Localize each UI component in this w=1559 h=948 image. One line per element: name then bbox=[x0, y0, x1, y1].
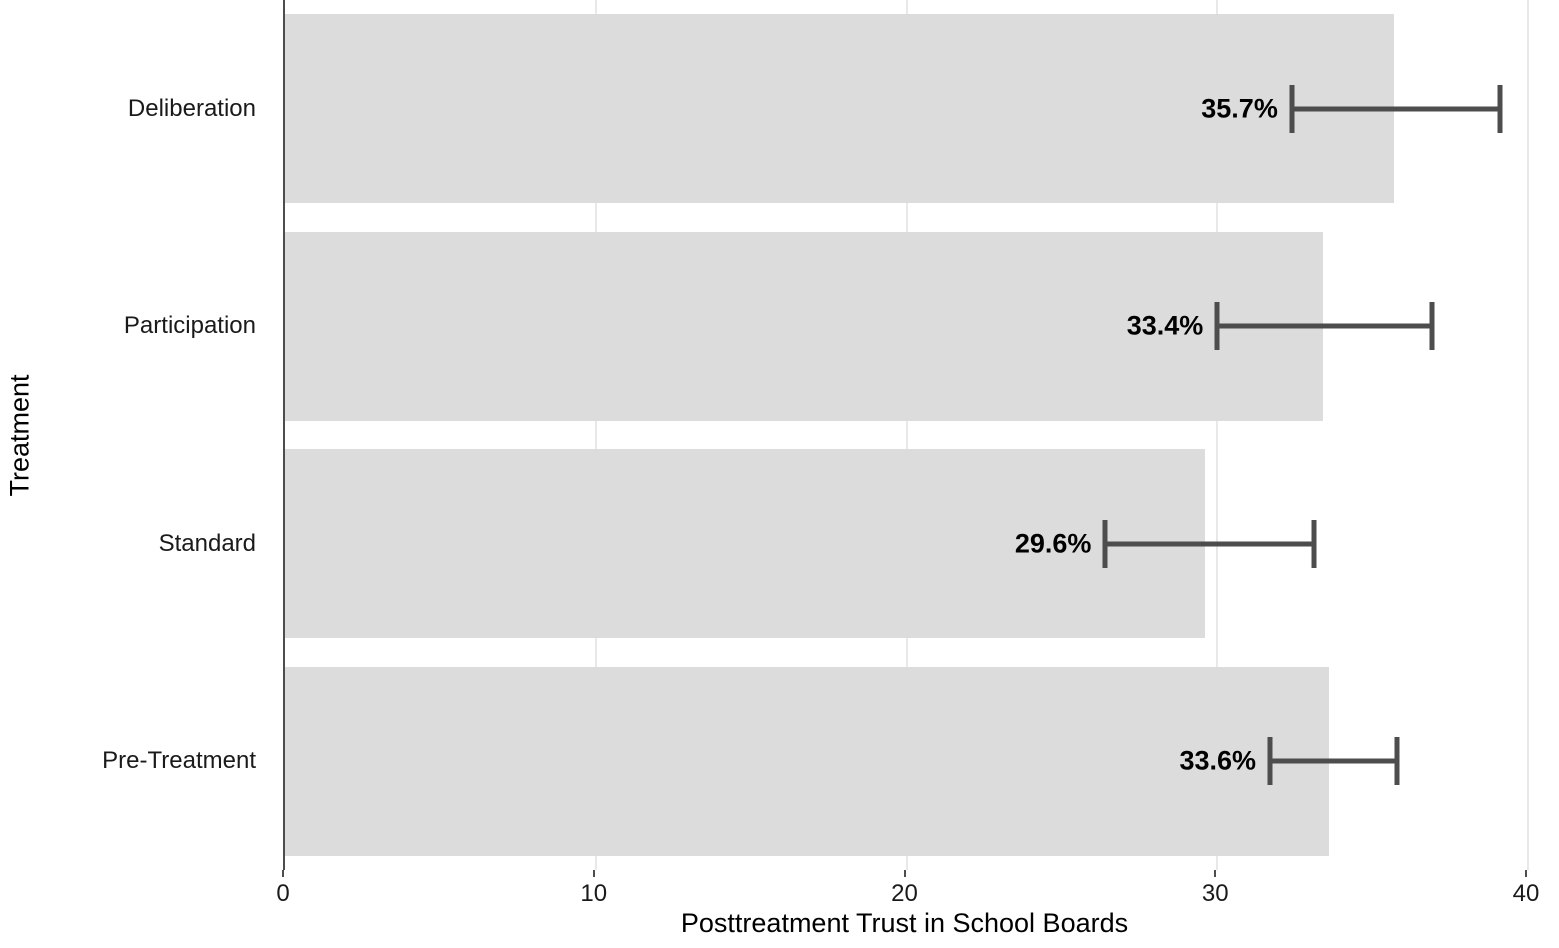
bar bbox=[285, 667, 1329, 856]
x-tick-mark-40 bbox=[1525, 870, 1527, 877]
x-axis-title: Posttreatment Trust in School Boards bbox=[680, 908, 1129, 938]
bar-value-label: 35.7% bbox=[1201, 93, 1278, 124]
errorbar-cap-upper bbox=[1498, 85, 1503, 133]
errorbar-line bbox=[1292, 106, 1500, 111]
bar-value-label: 33.4% bbox=[1126, 310, 1204, 341]
y-tick-label-deliberation: Deliberation bbox=[127, 94, 256, 122]
errorbar-line bbox=[1270, 759, 1397, 764]
plot-panel bbox=[283, 0, 1528, 870]
x-tick-label-30: 30 bbox=[1201, 880, 1229, 907]
y-tick-label-standard: Standard bbox=[158, 529, 256, 557]
x-tick-label-20: 20 bbox=[891, 880, 918, 907]
y-tick-label-participation: Participation bbox=[123, 312, 256, 340]
errorbar-cap-upper bbox=[1429, 302, 1434, 350]
x-tick-label-40: 40 bbox=[1512, 880, 1540, 907]
gridline-x-40 bbox=[1527, 0, 1529, 870]
y-axis-title-text: Treatment bbox=[4, 373, 35, 497]
x-tick-label-0: 0 bbox=[276, 880, 290, 907]
y-tick-label-pre-treatment: Pre-Treatment bbox=[102, 747, 256, 775]
x-tick-mark-30 bbox=[1214, 870, 1216, 877]
y-axis-tick-labels bbox=[40, 0, 268, 870]
bar-value-label: 29.6% bbox=[1014, 528, 1092, 559]
x-tick-mark-0 bbox=[282, 870, 284, 877]
bar-value-label: 33.6% bbox=[1179, 745, 1257, 776]
errorbar-line bbox=[1217, 324, 1431, 329]
x-tick-mark-10 bbox=[593, 870, 595, 877]
x-tick-label-10: 10 bbox=[580, 880, 608, 907]
errorbar-cap-upper bbox=[1395, 737, 1400, 785]
y-axis-title bbox=[0, 0, 40, 870]
errorbar-cap-upper bbox=[1311, 520, 1316, 568]
x-tick-mark-20 bbox=[904, 870, 906, 877]
errorbar-line bbox=[1105, 541, 1313, 546]
